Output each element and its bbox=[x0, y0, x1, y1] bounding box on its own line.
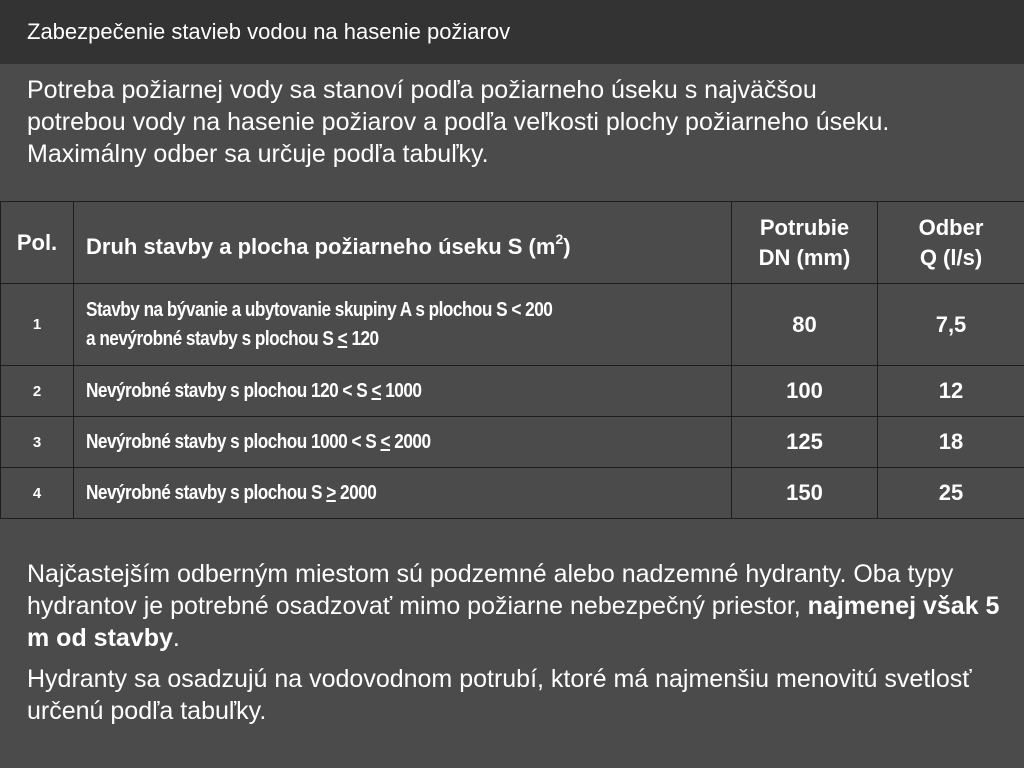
header-druh-end: ) bbox=[563, 233, 571, 259]
table-row bbox=[1, 284, 1024, 366]
cell-dn: 100 bbox=[732, 366, 878, 417]
header-druh-text: Druh stavby a plocha požiarneho úseku S (m bbox=[86, 233, 556, 259]
intro-line-3: Maximálny odber sa určuje podľa tabuľky. bbox=[27, 140, 489, 168]
druh-post: 120 bbox=[347, 327, 379, 350]
outro-p1-end: . bbox=[172, 624, 180, 652]
header-dn-line1: Potrubie bbox=[759, 214, 850, 240]
header-q-line1: Odber bbox=[918, 214, 984, 240]
cell-dn: 150 bbox=[732, 468, 878, 519]
table-row bbox=[1, 417, 1024, 468]
druh-op: > bbox=[326, 481, 336, 504]
druh-pre: Nevýrobné stavby s plochou 1000 < S bbox=[86, 430, 381, 453]
cell-druh-line2 bbox=[86, 325, 379, 354]
cell-dn: 125 bbox=[732, 417, 878, 468]
cell-druh-text bbox=[86, 428, 431, 457]
druh-pre: Nevýrobné stavby s plochou S bbox=[86, 481, 327, 504]
header-druh-sup: 2 bbox=[555, 230, 564, 247]
intro-line-1: Potreba požiarnej vody sa stanoví podľa požiarneho úseku s najväčšou bbox=[27, 76, 817, 104]
cell-druh bbox=[74, 468, 732, 519]
outro-paragraph-2: Hydranty sa osadzujú na vodovodnom potrubí, ktoré má najmenšiu menovitú svetlosť určenú podľa tabuľky. bbox=[27, 665, 972, 725]
header-pol: Pol. bbox=[1, 202, 74, 284]
cell-pol: 4 bbox=[1, 468, 74, 519]
water-demand-table bbox=[0, 201, 1024, 519]
intro-line-2: potrebou vody na hasenie požiarov a podľa veľkosti plochy požiarneho úseku. bbox=[27, 108, 890, 136]
cell-q: 25 bbox=[878, 468, 1024, 519]
table-row bbox=[1, 366, 1024, 417]
cell-druh-text bbox=[86, 479, 376, 508]
outro-p1-text: Najčastejším odberným miestom sú podzemné alebo nadzemné hydranty. Oba typy hydrantov je potrebné osadzovať mimo požiarne nebezpečný priestor, bbox=[27, 560, 954, 620]
intro-paragraph bbox=[27, 74, 1017, 170]
cell-druh bbox=[74, 417, 732, 468]
druh-op: < bbox=[371, 379, 381, 402]
cell-pol: 2 bbox=[1, 366, 74, 417]
table-row bbox=[1, 468, 1024, 519]
outro-p1-bold: najmenej však 5 m od stavby bbox=[27, 592, 1000, 652]
druh-post: 2000 bbox=[390, 430, 431, 453]
header-dn-line2: DN (mm) bbox=[758, 244, 851, 270]
cell-q: 12 bbox=[878, 366, 1024, 417]
druh-post: 1000 bbox=[380, 379, 422, 402]
header-q-line2: Q (l/s) bbox=[919, 244, 983, 270]
page-title: Zabezpečenie stavieb vodou na hasenie požiarov bbox=[27, 19, 511, 44]
cell-dn: 80 bbox=[732, 284, 878, 366]
cell-q: 18 bbox=[878, 417, 1024, 468]
outro-section bbox=[27, 558, 1017, 736]
druh-op: < bbox=[380, 430, 391, 453]
cell-q: 7,5 bbox=[878, 284, 1024, 366]
header-q bbox=[878, 202, 1024, 284]
cell-druh-line1: Stavby na bývanie a ubytovanie skupiny A s plochou S < 200 bbox=[86, 298, 553, 321]
outro-paragraph-1 bbox=[27, 558, 1017, 654]
header-druh bbox=[74, 202, 732, 284]
header-dn bbox=[732, 202, 878, 284]
cell-druh bbox=[74, 366, 732, 417]
druh-pre: Nevýrobné stavby s plochou 120 < S bbox=[86, 379, 372, 402]
druh-op: < bbox=[337, 327, 348, 350]
cell-pol: 1 bbox=[1, 284, 74, 366]
cell-pol: 3 bbox=[1, 417, 74, 468]
druh-pre: a nevýrobné stavby s plochou S bbox=[86, 327, 338, 350]
cell-druh bbox=[74, 284, 732, 366]
druh-post: 2000 bbox=[335, 481, 377, 504]
table-header-row bbox=[1, 202, 1024, 284]
title-bar bbox=[0, 0, 1024, 64]
cell-druh-text bbox=[86, 377, 421, 406]
